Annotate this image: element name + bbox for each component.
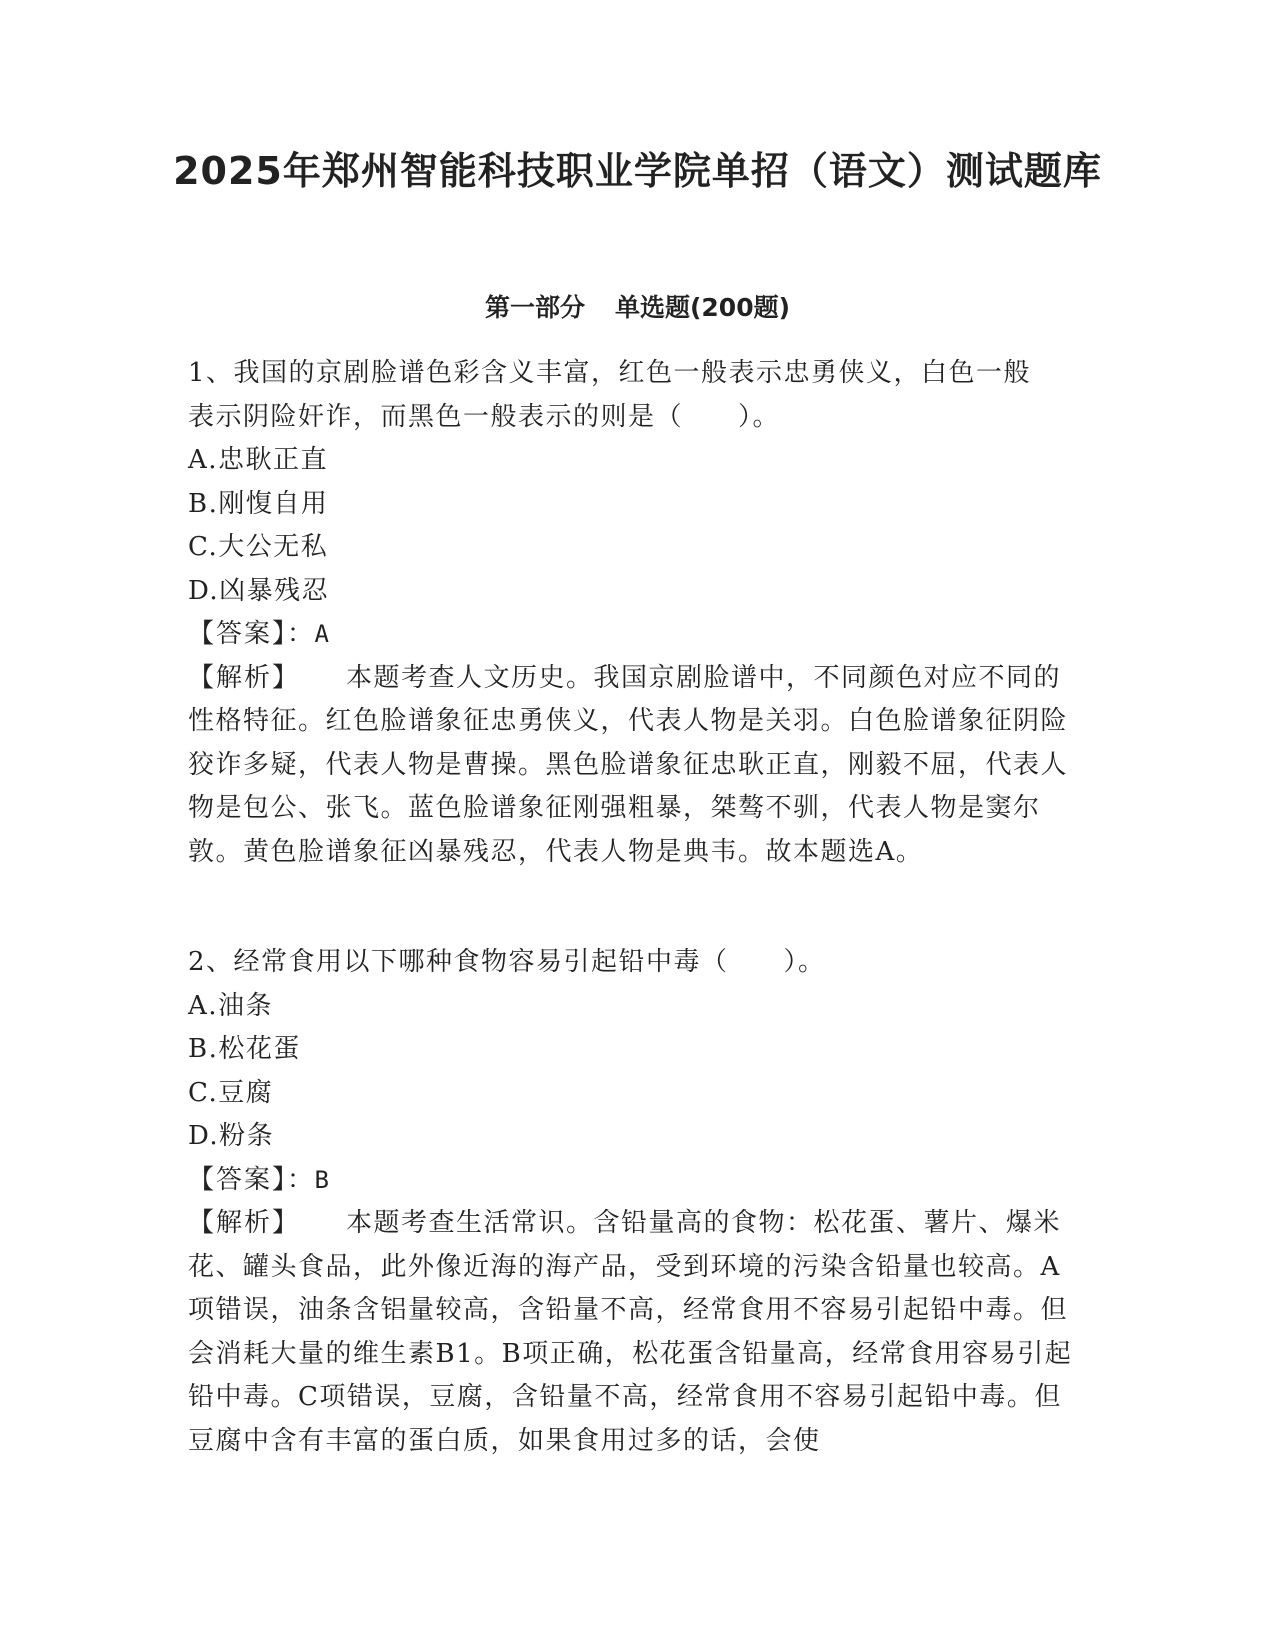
option-d: D.粉条: [188, 1121, 275, 1151]
analysis-block: [188, 1202, 1088, 1463]
option-c: C.大公无私: [188, 532, 329, 562]
option-c: C.豆腐: [188, 1077, 274, 1108]
answer-separator: ：: [287, 1164, 315, 1195]
analysis-label: 【解析】: [188, 1208, 301, 1238]
answer-label: 【答案】: [188, 619, 288, 649]
analysis-text: 本题考查生活常识。含铅量高的食物：松花蛋、薯片、爆米花、罐头食品，此外像近海的海产品，受到环境的污染含铅量也较高。A项错误，油条含铝量较高，含铅量不高，经常食用不容易引起铅中毒。但会消耗大量的维生素B1。B项正确，松花蛋含铅量高，经常食用容易引起铅中毒。C项错误，豆腐，含铅量不高，经常食用不容易引起铅中毒。但豆腐中含有丰富的蛋白质，如果食用过多的话，会使: [188, 1208, 1073, 1456]
answer-separator: ：: [287, 619, 315, 649]
analysis-label: 【解析】: [188, 662, 301, 693]
answer-line: [188, 613, 1088, 657]
answer-label: 【答案】: [188, 1164, 288, 1195]
question-stem-continued: 表示阴险奸诈，而黑色一般表示的则是（ ）。: [188, 401, 781, 432]
analysis-text: 本题考查人文历史。我国京剧脸谱中，不同颜色对应不同的性格特征。红色脸谱象征忠勇侠义，代表人物是关羽。白色脸谱象征阴险狡诈多疑，代表人物是曹操。黑色脸谱象征忠耿正直，刚毅不屈，代表人物是包公、张飞。蓝色脸谱象征刚强粗暴，桀骜不驯，代表人物是窦尔敦。黄色脸谱象征凶暴残忍，代表人物是典韦。故本题选A。: [188, 662, 1069, 867]
analysis-block: [188, 657, 1088, 875]
question-stem: 2、经常食用以下哪种食物容易引起铅中毒（ ）。: [188, 947, 826, 977]
section-name: 单选题(200题): [614, 293, 791, 322]
option-a: A.忠耿正直: [188, 445, 329, 475]
option-b: B.松花蛋: [188, 1034, 301, 1064]
option-a: A.油条: [188, 990, 274, 1021]
answer-value: B: [314, 1165, 331, 1194]
option-b: B.刚愎自用: [188, 488, 329, 519]
section-part: 第一部分: [484, 293, 585, 322]
section-heading: [0, 291, 1275, 325]
question-1: [188, 352, 1088, 874]
document-title: 2025年郑州智能科技职业学院单招（语文）测试题库: [173, 149, 1102, 193]
answer-value: A: [314, 620, 331, 648]
answer-line: [188, 1159, 1088, 1203]
question-stem: 1、我国的京剧脸谱色彩含义丰富，红色一般表示忠勇侠义，白色一般: [188, 358, 1032, 388]
question-2: [188, 941, 1088, 1463]
option-d: D.凶暴残忍: [188, 575, 330, 606]
